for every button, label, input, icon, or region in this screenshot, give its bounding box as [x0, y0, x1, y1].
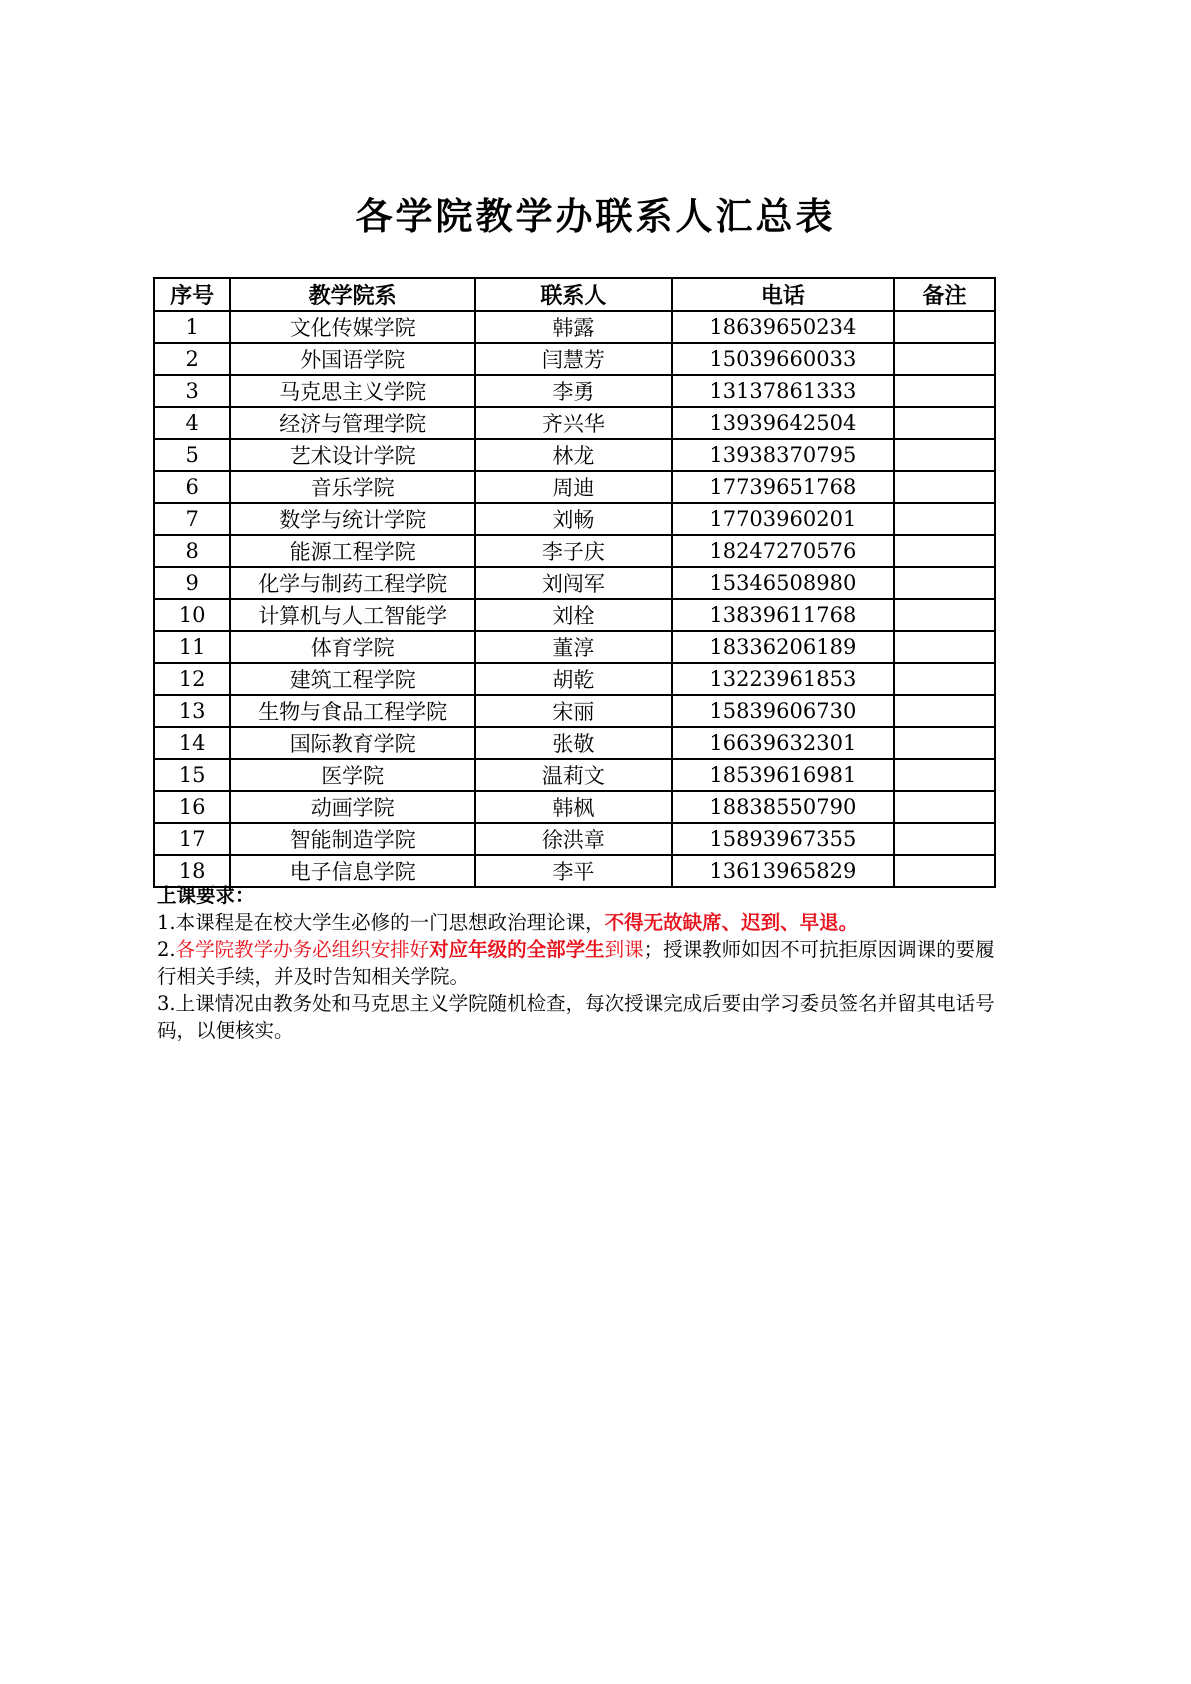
row-contact: 李子庆	[475, 535, 672, 567]
row-index: 7	[154, 503, 230, 535]
row-index: 17	[154, 823, 230, 855]
row-phone: 17703960201	[672, 503, 894, 535]
row-index: 16	[154, 791, 230, 823]
row-index: 2	[154, 343, 230, 375]
row-department: 体育学院	[230, 631, 475, 663]
row-remarks	[894, 375, 995, 407]
requirement-2-red-text: 各学院教学办务必组织安排好	[175, 938, 430, 961]
row-phone: 15346508980	[672, 567, 894, 599]
row-department: 电子信息学院	[230, 855, 475, 887]
row-phone: 18838550790	[672, 791, 894, 823]
row-contact: 徐洪章	[475, 823, 672, 855]
table-row	[154, 599, 995, 631]
row-department: 动画学院	[230, 791, 475, 823]
row-index: 12	[154, 663, 230, 695]
row-remarks	[894, 535, 995, 567]
row-phone: 18639650234	[672, 311, 894, 343]
row-phone: 17739651768	[672, 471, 894, 503]
row-department: 艺术设计学院	[230, 439, 475, 471]
row-phone: 18539616981	[672, 759, 894, 791]
row-department: 外国语学院	[230, 343, 475, 375]
requirement-2-prefix: 2.	[157, 938, 176, 961]
row-contact: 周迪	[475, 471, 672, 503]
requirement-2-bold-emphasis: 对应年级的全部学生	[429, 938, 605, 961]
row-remarks	[894, 471, 995, 503]
requirement-2-red-text-end: 到课	[604, 938, 644, 961]
table-row	[154, 823, 995, 855]
requirement-item-2	[157, 936, 997, 990]
row-contact: 齐兴华	[475, 407, 672, 439]
table-row	[154, 631, 995, 663]
table-row	[154, 535, 995, 567]
row-department: 国际教育学院	[230, 727, 475, 759]
row-index: 13	[154, 695, 230, 727]
row-contact: 温莉文	[475, 759, 672, 791]
table-row	[154, 375, 995, 407]
requirement-2-rest: ；授课教师如因不可抗拒原因调课的要履行相关手续，并及时告知相关学院。	[157, 938, 995, 988]
header-remarks: 备注	[894, 278, 995, 311]
row-remarks	[894, 503, 995, 535]
row-contact: 刘畅	[475, 503, 672, 535]
row-index: 3	[154, 375, 230, 407]
row-contact: 闫慧芳	[475, 343, 672, 375]
row-phone: 18336206189	[672, 631, 894, 663]
table-row	[154, 759, 995, 791]
row-contact: 张敬	[475, 727, 672, 759]
row-contact: 韩枫	[475, 791, 672, 823]
row-phone: 18247270576	[672, 535, 894, 567]
requirements-heading: 上课要求：	[157, 884, 255, 907]
row-contact: 刘闯军	[475, 567, 672, 599]
row-department: 马克思主义学院	[230, 375, 475, 407]
row-contact: 林龙	[475, 439, 672, 471]
row-phone: 13839611768	[672, 599, 894, 631]
row-index: 18	[154, 855, 230, 887]
row-remarks	[894, 567, 995, 599]
row-remarks	[894, 695, 995, 727]
row-department: 文化传媒学院	[230, 311, 475, 343]
table-body	[154, 311, 995, 887]
row-remarks	[894, 439, 995, 471]
row-department: 化学与制药工程学院	[230, 567, 475, 599]
row-index: 11	[154, 631, 230, 663]
row-department: 计算机与人工智能学	[230, 599, 475, 631]
row-contact: 李勇	[475, 375, 672, 407]
table-row	[154, 311, 995, 343]
header-contact: 联系人	[475, 278, 672, 311]
row-department: 数学与统计学院	[230, 503, 475, 535]
row-contact: 董淳	[475, 631, 672, 663]
table-row	[154, 567, 995, 599]
row-index: 8	[154, 535, 230, 567]
row-contact: 刘栓	[475, 599, 672, 631]
table-row	[154, 343, 995, 375]
row-index: 6	[154, 471, 230, 503]
row-remarks	[894, 663, 995, 695]
course-requirements	[157, 882, 997, 1044]
row-index: 14	[154, 727, 230, 759]
row-remarks	[894, 631, 995, 663]
row-department: 能源工程学院	[230, 535, 475, 567]
requirement-1-emphasis: 不得无故缺席、迟到、早退	[604, 911, 839, 934]
row-contact: 韩露	[475, 311, 672, 343]
row-remarks	[894, 599, 995, 631]
table-row	[154, 727, 995, 759]
row-phone: 15893967355	[672, 823, 894, 855]
table-header-row	[154, 278, 995, 311]
row-contact: 胡乾	[475, 663, 672, 695]
table-row	[154, 663, 995, 695]
table-row	[154, 407, 995, 439]
row-remarks	[894, 727, 995, 759]
row-index: 15	[154, 759, 230, 791]
row-contact: 宋丽	[475, 695, 672, 727]
row-phone: 15039660033	[672, 343, 894, 375]
row-department: 经济与管理学院	[230, 407, 475, 439]
header-department: 教学院系	[230, 278, 475, 311]
contacts-table	[153, 277, 996, 888]
row-index: 1	[154, 311, 230, 343]
row-department: 智能制造学院	[230, 823, 475, 855]
table-row	[154, 695, 995, 727]
row-remarks	[894, 343, 995, 375]
row-remarks	[894, 407, 995, 439]
row-remarks	[894, 791, 995, 823]
row-department: 音乐学院	[230, 471, 475, 503]
row-phone: 13137861333	[672, 375, 894, 407]
table-row	[154, 503, 995, 535]
requirement-1-end: 。	[838, 911, 859, 934]
row-index: 9	[154, 567, 230, 599]
row-phone: 16639632301	[672, 727, 894, 759]
row-phone: 15839606730	[672, 695, 894, 727]
row-department: 建筑工程学院	[230, 663, 475, 695]
row-phone: 13938370795	[672, 439, 894, 471]
table-row	[154, 439, 995, 471]
requirement-1-text: 1.本课程是在校大学生必修的一门思想政治理论课，	[157, 911, 605, 934]
row-index: 5	[154, 439, 230, 471]
row-contact: 李平	[475, 855, 672, 887]
row-department: 生物与食品工程学院	[230, 695, 475, 727]
row-phone: 13613965829	[672, 855, 894, 887]
row-index: 4	[154, 407, 230, 439]
table-row	[154, 791, 995, 823]
header-phone: 电话	[672, 278, 894, 311]
row-department: 医学院	[230, 759, 475, 791]
header-index: 序号	[154, 278, 230, 311]
row-phone: 13223961853	[672, 663, 894, 695]
requirement-item-1	[157, 909, 997, 936]
requirement-item-3: 3.上课情况由教务处和马克思主义学院随机检查，每次授课完成后要由学习委员签名并留其电话号码，以便核实。	[157, 992, 995, 1042]
row-phone: 13939642504	[672, 407, 894, 439]
row-index: 10	[154, 599, 230, 631]
page-title: 各学院教学办联系人汇总表	[355, 195, 836, 238]
table-row	[154, 471, 995, 503]
row-remarks	[894, 823, 995, 855]
row-remarks	[894, 759, 995, 791]
row-remarks	[894, 311, 995, 343]
